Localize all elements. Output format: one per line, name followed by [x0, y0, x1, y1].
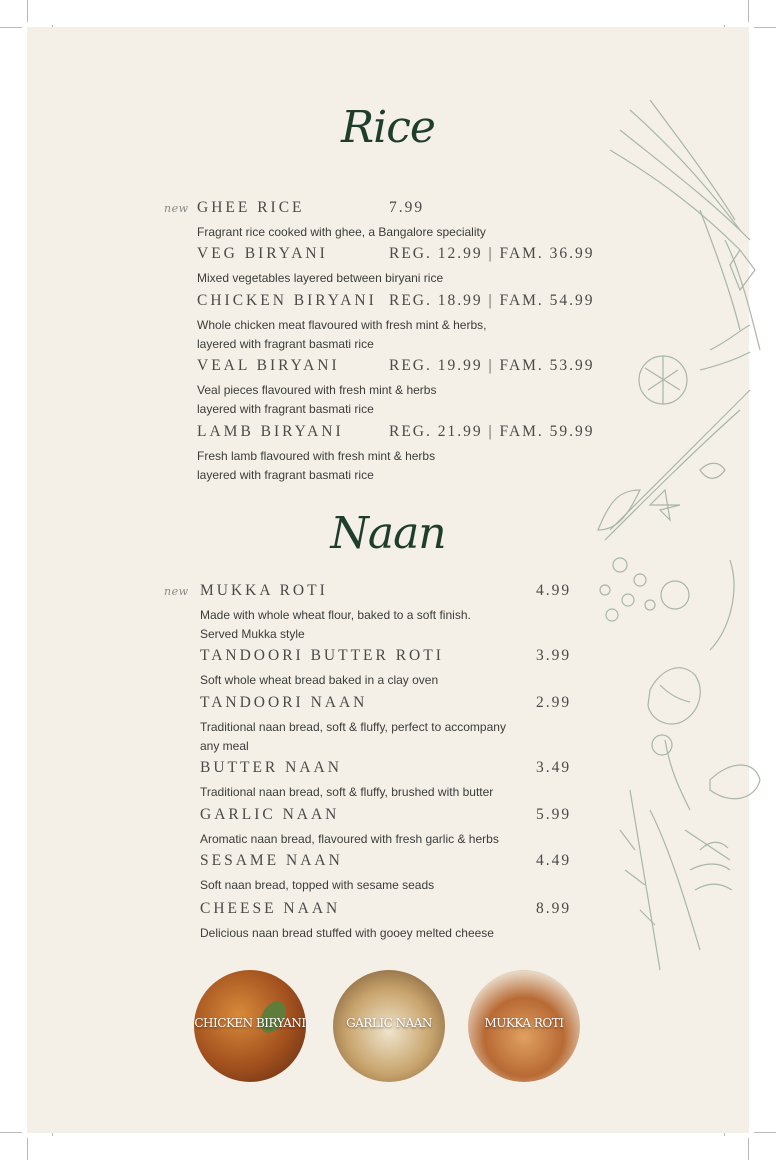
crop-mark [748, 1138, 749, 1160]
item-price: 3.99 [536, 647, 572, 664]
section-title-rice: Rice [341, 102, 435, 153]
item-description: Whole chicken meat flavoured with fresh mint & herbs, layered with fragrant basmati rice [197, 318, 487, 351]
new-badge: new [164, 585, 189, 598]
crop-mark [27, 0, 28, 22]
item-name: TANDOORI BUTTER ROTI [200, 647, 444, 664]
item-price: 2.99 [536, 694, 572, 711]
photo-caption: CHICKEN BIRYANI [194, 1016, 306, 1030]
mukka-roti-photo [468, 970, 580, 1082]
crop-mark [748, 0, 749, 22]
item-price: 4.49 [536, 852, 572, 869]
item-name: MUKKA ROTI [200, 582, 328, 599]
item-description: Mixed vegetables layered between biryani rice [197, 271, 444, 285]
item-name: VEG BIRYANI [197, 245, 328, 262]
item-price: REG. 21.99 | FAM. 59.99 [389, 423, 595, 440]
garlic-naan-photo [333, 970, 445, 1082]
photo-caption: MUKKA ROTI [484, 1016, 564, 1030]
item-description: Fragrant rice cooked with ghee, a Bangalore speciality [197, 225, 486, 239]
photo-caption: GARLIC NAAN [346, 1016, 432, 1030]
item-name: CHICKEN BIRYANI [197, 292, 377, 309]
item-price: 8.99 [536, 900, 572, 917]
crop-mark [754, 27, 776, 28]
item-name: LAMB BIRYANI [197, 423, 344, 440]
item-name: GARLIC NAAN [200, 806, 340, 823]
new-badge: new [164, 202, 189, 215]
section-title-naan: Naan [330, 508, 446, 559]
item-price: 5.99 [536, 806, 572, 823]
item-description: Traditional naan bread, soft & fluffy, brushed with butter [200, 785, 494, 799]
item-description: Fresh lamb flavoured with fresh mint & herbs layered with fragrant basmati rice [197, 449, 436, 482]
item-description: Soft whole wheat bread baked in a clay oven [200, 673, 439, 687]
item-price: REG. 18.99 | FAM. 54.99 [389, 292, 595, 309]
item-price: 3.49 [536, 759, 572, 776]
item-description: Made with whole wheat flour, baked to a soft finish. Served Mukka style [200, 608, 471, 641]
item-description: Veal pieces flavoured with fresh mint & herbs layered with fragrant basmati rice [197, 383, 437, 416]
item-description: Soft naan bread, topped with sesame seads [200, 878, 435, 892]
item-price: 4.99 [536, 582, 572, 599]
item-name: BUTTER NAAN [200, 759, 342, 776]
crop-mark [27, 1138, 28, 1160]
item-name: CHEESE NAAN [200, 900, 341, 917]
item-name: TANDOORI NAAN [200, 694, 368, 711]
item-price: REG. 12.99 | FAM. 36.99 [389, 245, 595, 262]
crop-mark [0, 1132, 22, 1133]
crop-mark [754, 1132, 776, 1133]
crop-mark [0, 27, 22, 28]
item-description: Aromatic naan bread, flavoured with fresh garlic & herbs [200, 832, 499, 846]
item-description: Delicious naan bread stuffed with gooey melted cheese [200, 926, 494, 940]
chicken-biryani-photo [194, 970, 306, 1082]
item-name: SESAME NAAN [200, 852, 343, 869]
item-price: 7.99 [389, 199, 425, 216]
item-price: REG. 19.99 | FAM. 53.99 [389, 357, 595, 374]
item-description: Traditional naan bread, soft & fluffy, perfect to accompany any meal [200, 720, 506, 753]
item-name: GHEE RICE [197, 199, 305, 216]
item-name: VEAL BIRYANI [197, 357, 340, 374]
